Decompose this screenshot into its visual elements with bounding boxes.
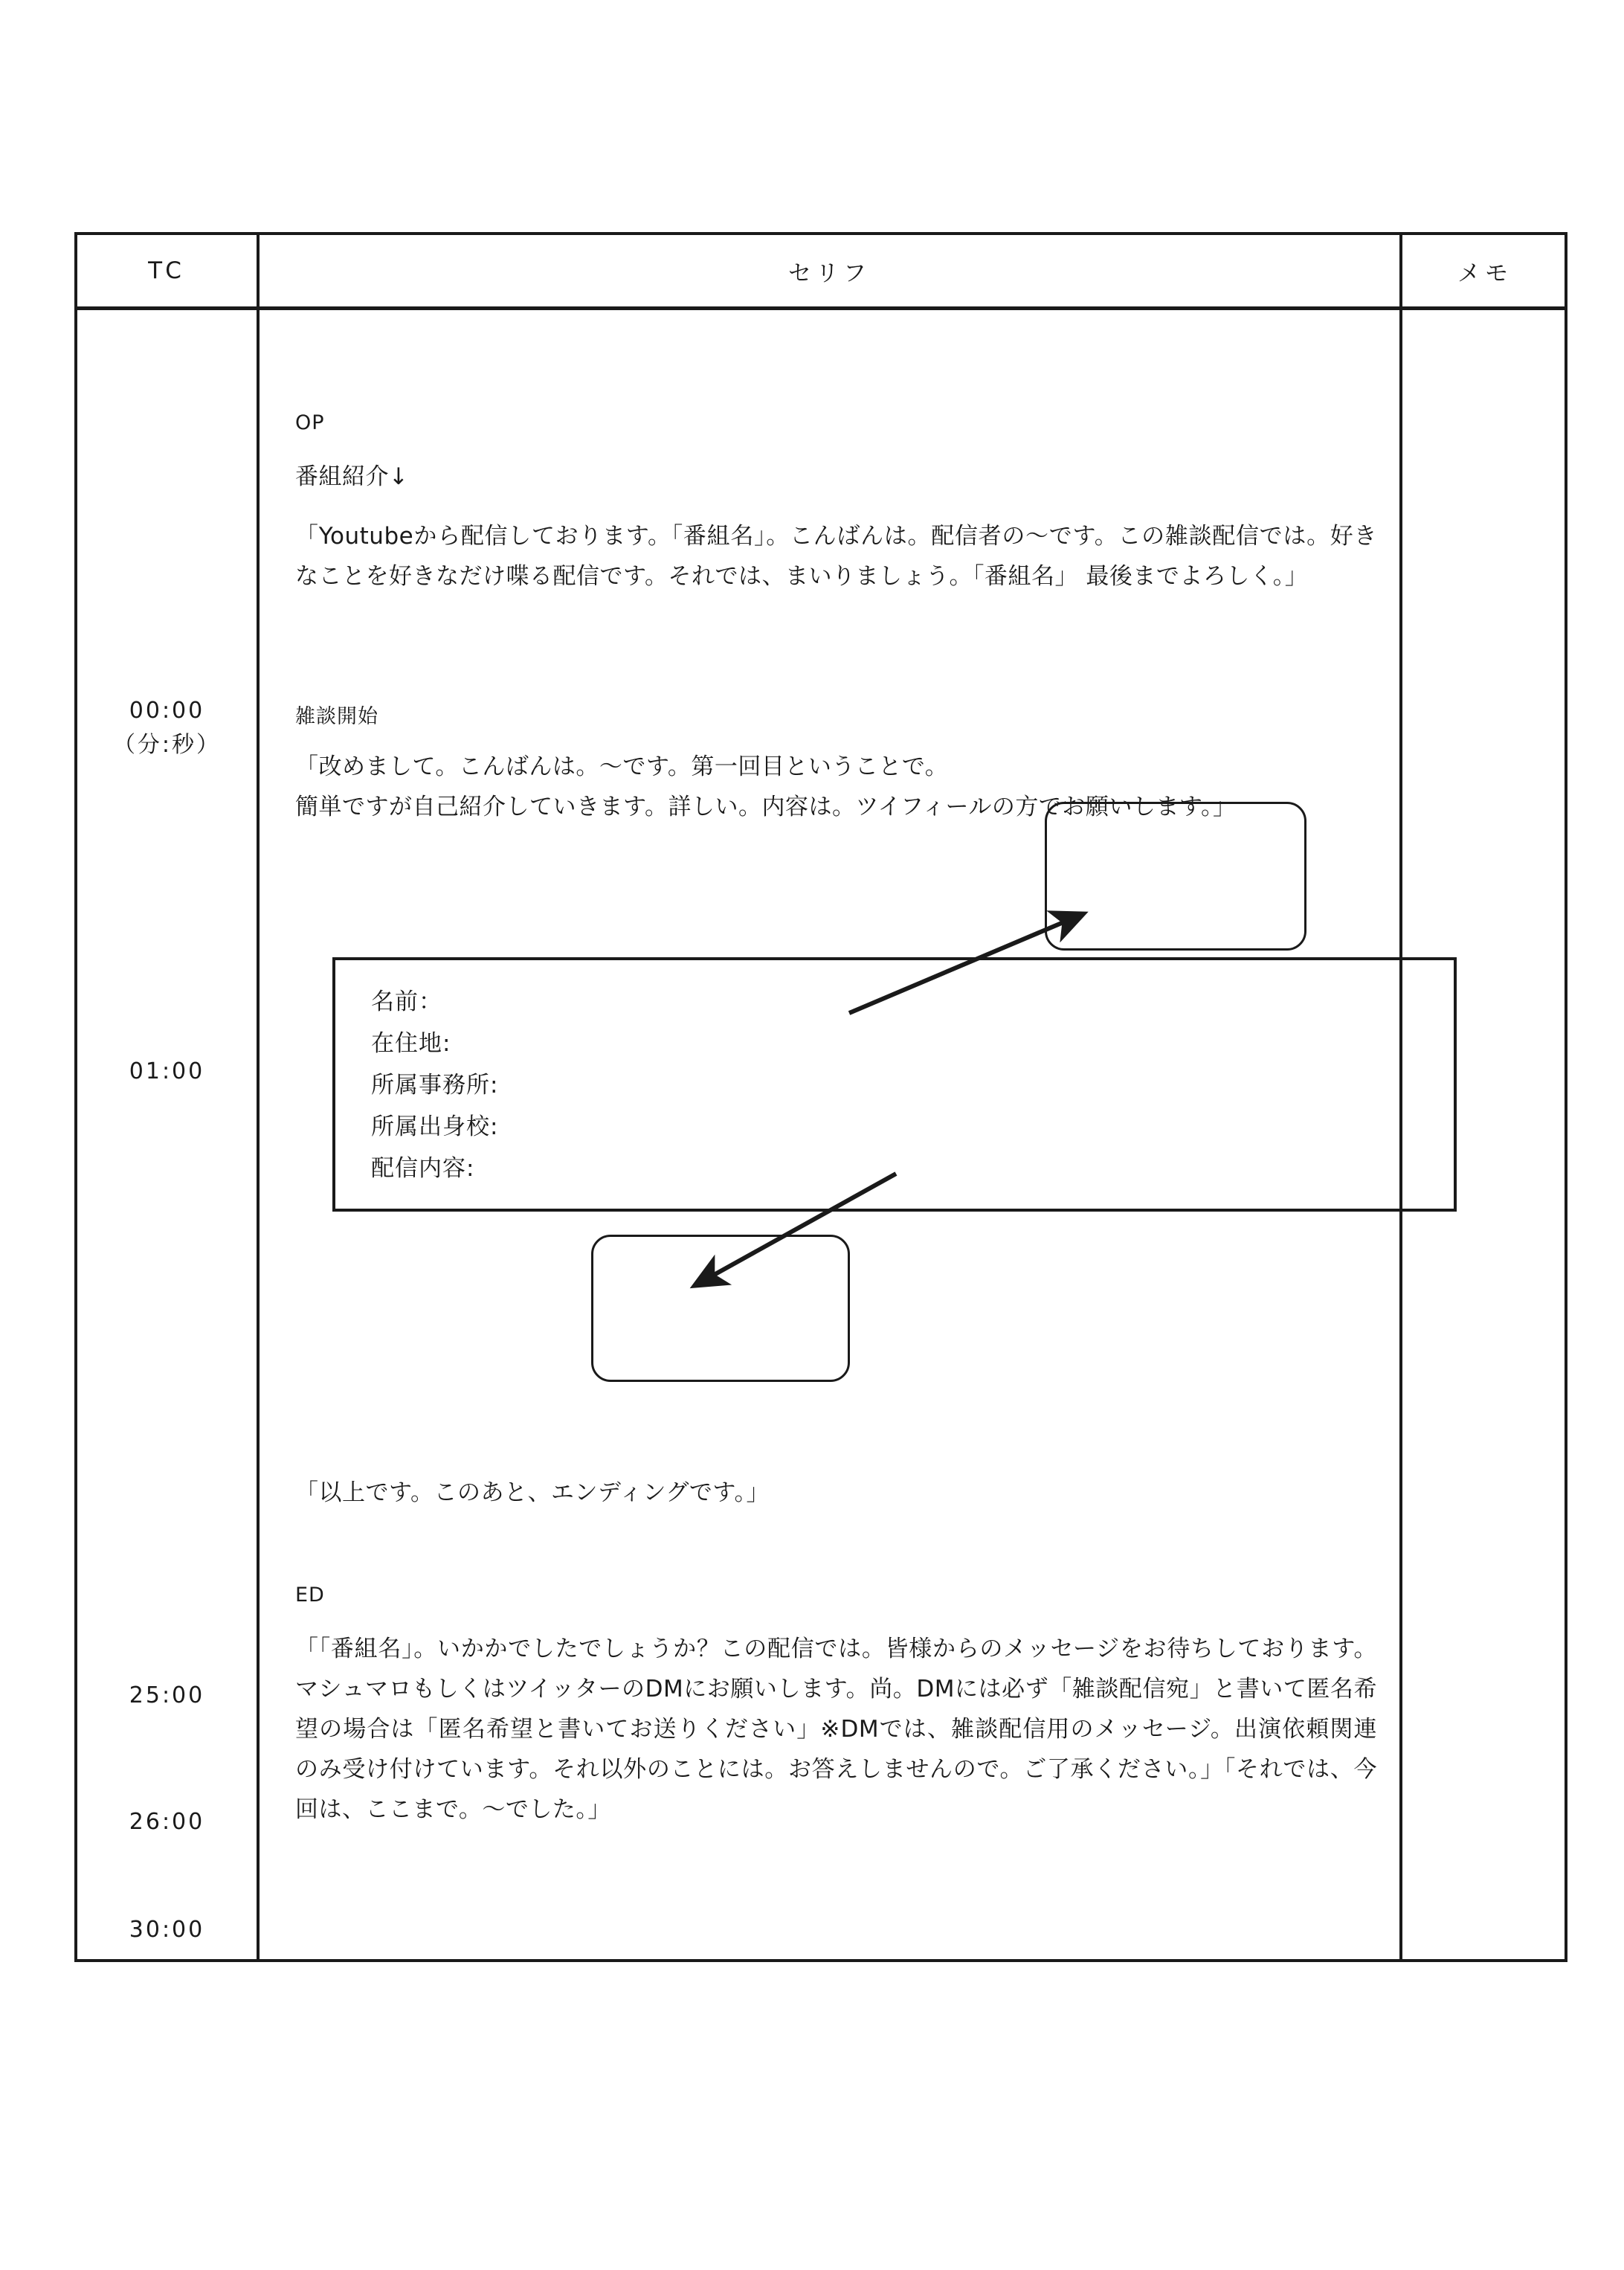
tc-time-2: 25:00 xyxy=(129,1682,205,1708)
ed-label: ED xyxy=(295,1583,325,1607)
profile-field-school: 所属出身校: xyxy=(371,1113,499,1140)
ijou-line: 「以上です。このあと、エンディングです。」 xyxy=(295,1479,770,1506)
header-tc: TC xyxy=(148,257,186,284)
tc-time-3: 26:00 xyxy=(129,1809,205,1835)
tc-time-1: 01:00 xyxy=(129,1058,205,1084)
profile-field-residence: 在住地: xyxy=(371,1030,451,1057)
zatsudan-line-1: 「改めまして。こんばんは。〜です。第一回目ということで。 xyxy=(295,753,949,780)
serif-column xyxy=(260,310,1399,1959)
tc-entry-3 xyxy=(77,1805,257,1839)
profile-field-name: 名前： xyxy=(371,988,442,1015)
op-paragraph: 「Youtubeから配信しております。「番組名」。こんばんは。配信者の〜です。この雑談配信では。好きなことを好きなだけ喋る配信です。それでは、まいりましょう。「番組名」 最後までよろしく。」 xyxy=(295,523,1377,590)
tc-entry-4 xyxy=(77,1913,257,1947)
profile-field-content: 配信内容: xyxy=(371,1155,475,1182)
tc-time-4: 30:00 xyxy=(129,1917,205,1943)
bangumi-shoukai-label: 番組紹介↓ xyxy=(295,463,409,490)
tc-entry-1 xyxy=(77,1055,257,1089)
op-label: OP xyxy=(295,411,325,434)
header-memo: メモ xyxy=(1457,260,1512,287)
callout-box-bottom xyxy=(591,1235,850,1382)
header-serif: セリフ xyxy=(788,260,871,287)
script-table xyxy=(74,232,1567,1962)
profile-box xyxy=(332,957,1457,1212)
tc-entry-0 xyxy=(77,694,257,762)
tc-time-0: 00:00 xyxy=(129,698,205,724)
tc-entry-2 xyxy=(77,1679,257,1713)
zatsudan-kaishi-label: 雑談開始 xyxy=(295,705,378,728)
profile-field-agency: 所属事務所: xyxy=(371,1072,499,1099)
tc-unit-0: （分:秒） xyxy=(112,732,222,758)
ed-paragraph: 「「番組名」。いかかでしたでしょうか？この配信では。皆様からのメッセージをお待ちしております。マシュマロもしくはツイッターのDMにお願いします。尚。DMには必ず「雑談配信宛」と書いて匿名希望の場合は「匿名希望と書いてお送りください」※DMでは、雑談配信用のメッセージ。出演依頼関連のみ受け付けています。それ以外のことには。お答えしませんので。ご了承ください。」「それでは、今回は、ここまで。〜でした。」 xyxy=(295,1636,1377,1823)
callout-box-top xyxy=(1045,802,1306,951)
zatsudan-line-2: 簡単ですが自己紹介していきます。詳しい。内容は。ツイフィールの方でお願いします。」 xyxy=(295,794,1237,820)
profile-field-list xyxy=(371,981,498,1189)
